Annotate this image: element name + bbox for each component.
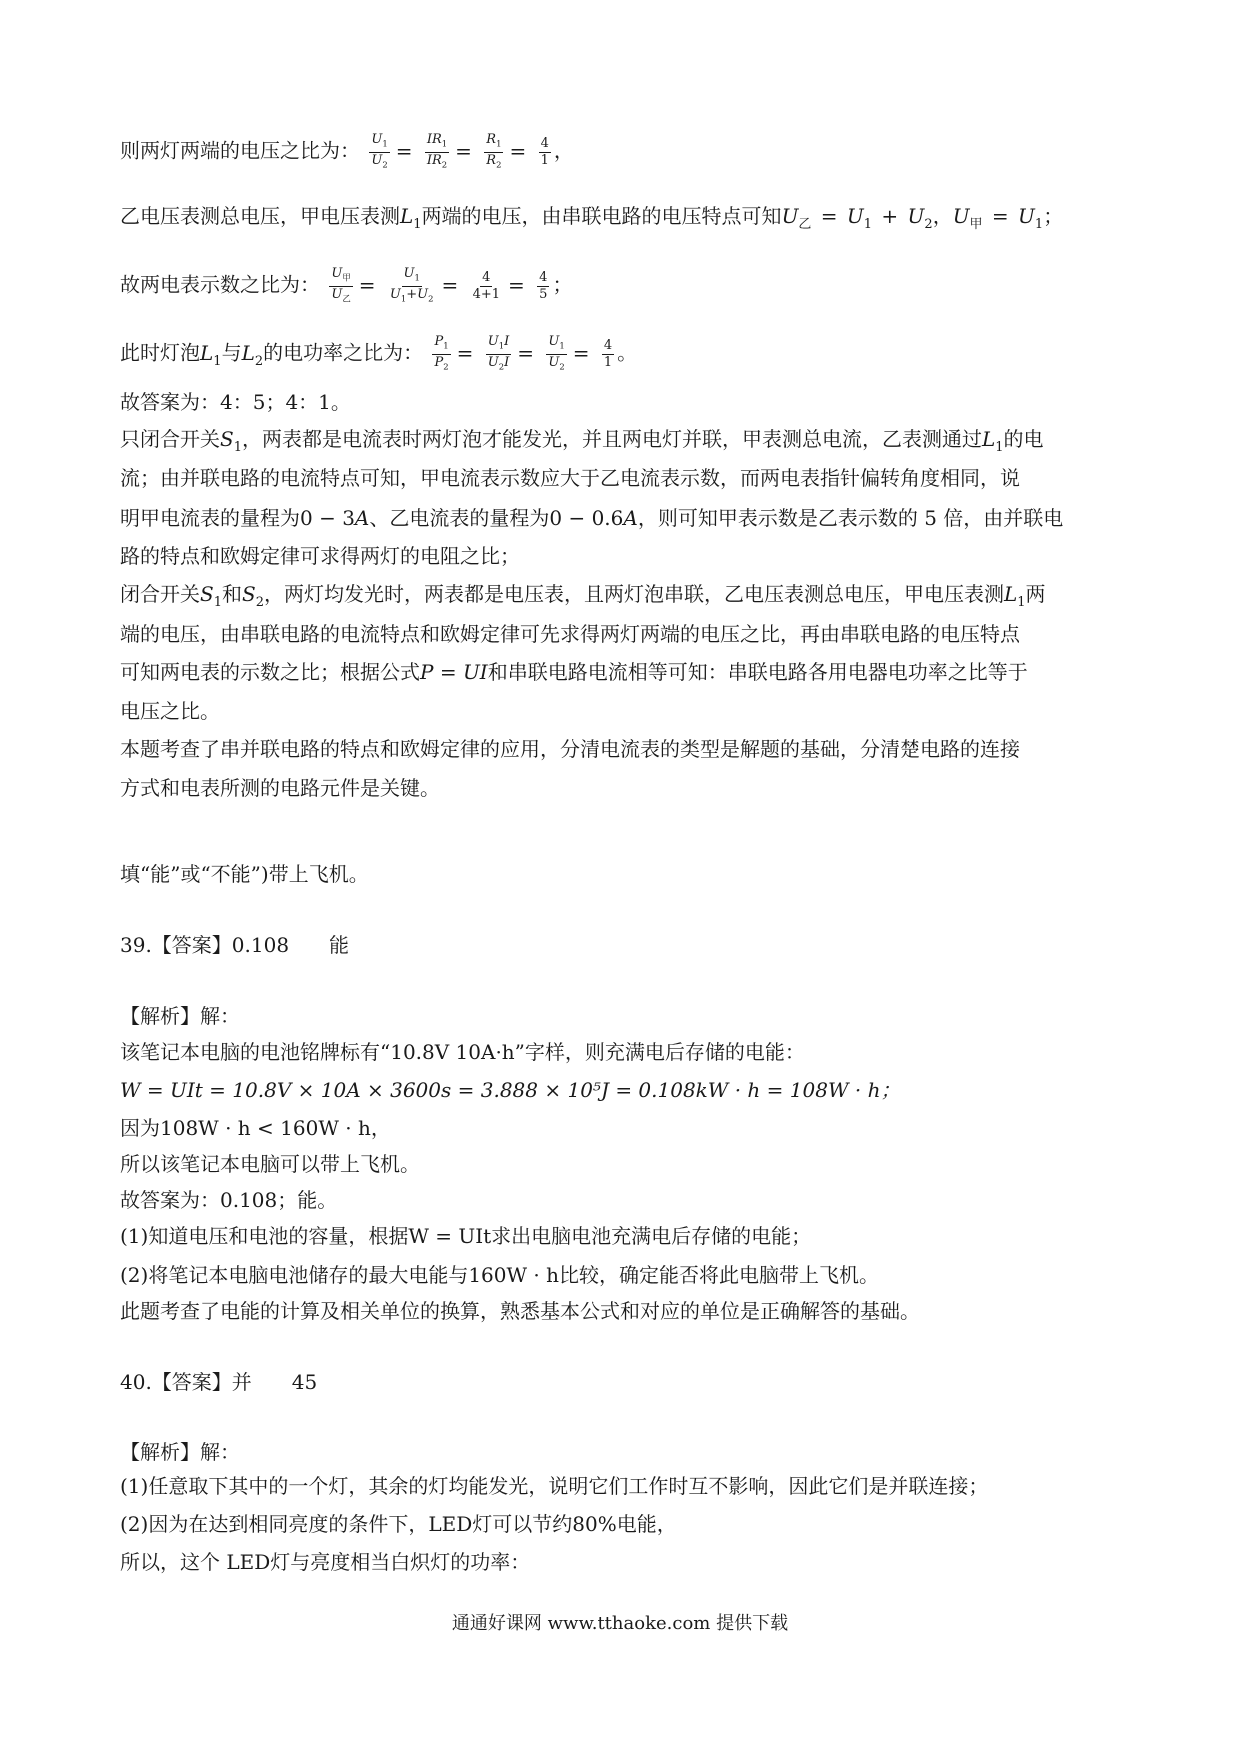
fraction: $\frac{U_1}{U_2}$ [371, 132, 388, 170]
text: 两端的电压，由串联电路的电压特点可知 [421, 204, 782, 228]
text: 两 [1025, 582, 1046, 606]
text: 只闭合开关 [120, 427, 220, 451]
answer-40: 40.【答案】并 45 [120, 1370, 318, 1394]
analysis-39-line7: (2)将笔记本电脑电池储存的最大电能与160W · h比较，确定能否将此电脑带上飞机。 [120, 1263, 880, 1287]
analysis-p2-line2: 端的电压，由串联电路的电流特点和欧姆定律可先求得两灯两端的电压之比，再由串联电路的电压特点 [120, 622, 1020, 646]
fraction: $\frac{R_1}{R_2}$ [486, 132, 502, 170]
question-fragment: 填“能”或“不能”)带上飞机。 [120, 862, 369, 886]
text: 的电功率之比为： [263, 340, 424, 365]
text: ； [552, 272, 573, 297]
analysis-39-heading: 【解析】解： [120, 1004, 240, 1028]
analysis-39-line4: 所以该笔记本电脑可以带上飞机。 [120, 1152, 420, 1176]
text: ； [1043, 204, 1064, 228]
analysis-39-line2: W = UIt = 10.8V × 10A × 3600s = 3.888 × 10⁵J = 0.108kW · h = 108W · h； [120, 1078, 901, 1102]
text: ， [553, 138, 574, 163]
fraction: $\frac{4}{5}$ [539, 269, 548, 302]
analysis-p1-line2: 流；由并联电路的电流特点可知，甲电流表示数应大于乙电流表示数，而两电表指针偏转角度相同，说 [120, 466, 1020, 490]
fraction: $\frac{IR_1}{IR_2}$ [426, 132, 448, 170]
analysis-39-line1: 该笔记本电脑的电池铭牌标有“10.8V 10A·h”字样，则充满电后存储的电能： [120, 1040, 805, 1064]
text: ，两表都是电流表时两灯泡才能发光，并且两电灯并联，甲表测总电流，乙表测通过 [241, 427, 982, 451]
text: 故两电表示数之比为： [120, 272, 320, 297]
fraction: $\frac{P_1}{P_2}$ [434, 334, 449, 372]
fraction: $\frac{U_1}{U_1+U_2}$ [389, 266, 434, 304]
text: 闭合开关 [120, 582, 200, 606]
analysis-39-line8: 此题考查了电能的计算及相关单位的换算，熟悉基本公式和对应的单位是正确解答的基础。 [120, 1299, 920, 1323]
text: 、乙电流表的量程为 [369, 506, 550, 530]
analysis-39-line3: 因为108W · h < 160W · h， [120, 1116, 391, 1140]
analysis-p2-line4: 电压之比。 [120, 699, 220, 723]
power-ratio-line: 此时灯泡$L_1$与$L_2$的电功率之比为： $\frac{P_1}{P_2}$ = $\frac{U_1I}{U_2I}$ = $\frac{U_1}{U_2}$ = $\frac{4}{1}$ 。 [120, 334, 637, 376]
analysis-p1-line3: 明甲电流表的量程为0 − 3A、乙电流表的量程为0 − 0.6A，则可知甲表示数是乙表示数的 5 倍，由并联电 [120, 506, 1064, 530]
text: 可知两电表的示数之比；根据公式 [120, 660, 420, 684]
summary-line2: 方式和电表所测的电路元件是关键。 [120, 776, 440, 800]
analysis-40-line1: (1)任意取下其中的一个灯，其余的灯均能发光，说明它们工作时互不影响，因此它们是并联连接； [120, 1474, 989, 1498]
fraction: $\frac{U_1I}{U_2I}$ [487, 334, 510, 372]
analysis-39-line5: 故答案为：0.108；能。 [120, 1188, 338, 1212]
answer-39: 39.【答案】0.108 能 [120, 933, 350, 957]
analysis-p1-line4: 路的特点和欧姆定律可求得两灯的电阻之比； [120, 544, 520, 568]
fraction: $\frac{4}{1}$ [540, 135, 549, 168]
analysis-40-heading: 【解析】解： [120, 1440, 240, 1464]
text: ，两灯均发光时，两表都是电压表，且两灯泡串联，乙电压表测总电压，甲电压表测 [263, 582, 1004, 606]
text: 。 [617, 340, 638, 365]
voltmeter-line: 乙电压表测总电压，甲电压表测$L_1$两端的电压，由串联电路的电压特点可知$U_乙 = U_1 + U_2$，$U_甲 = U_1$； [120, 204, 1064, 232]
analysis-40-line2: (2)因为在达到相同亮度的条件下，LED灯可以节约80%电能， [120, 1512, 677, 1536]
fraction: $\frac{4}{1}$ [603, 337, 613, 370]
analysis-p2-line1: 闭合开关$S_1$和$S_2$，两灯均发光时，两表都是电压表，且两灯泡串联，乙电压表测总电压，甲电压表测$L_1$两 [120, 582, 1046, 610]
text: 和 [221, 582, 242, 606]
text: 此时灯泡 [120, 340, 200, 365]
fraction: $\frac{4}{4+1}$ [472, 269, 501, 302]
analysis-p1-line1: 只闭合开关$S_1$，两表都是电流表时两灯泡才能发光，并且两电灯并联，甲表测总电流，乙表测通过$L_1$的电 [120, 427, 1044, 455]
text: 乙电压表测总电压，甲电压表测 [120, 204, 400, 228]
text: 和串联电路电流相等可知：串联电路各用电器电功率之比等于 [487, 660, 1028, 684]
text: 与 [221, 340, 242, 365]
fraction: $\frac{U_1}{U_2}$ [548, 334, 565, 372]
fraction: $\frac{U_甲}{U_乙}$ [331, 266, 351, 304]
text: 则两灯两端的电压之比为： [120, 138, 360, 163]
voltage-ratio-line: 则两灯两端的电压之比为： $\frac{U_1}{U_2}$ = $\frac{IR_1}{IR_2}$ = $\frac{R_1}{R_2}$ = $\frac{4}{1}$ ， [120, 132, 574, 172]
answer-line: 故答案为：4：5；4：1。 [120, 390, 351, 414]
summary-line1: 本题考查了串并联电路的特点和欧姆定律的应用，分清电流表的类型是解题的基础，分清楚电路的连接 [120, 737, 1020, 761]
analysis-p2-line3: 可知两电表的示数之比；根据公式P = UI和串联电路电流相等可知：串联电路各用电器电功率之比等于 [120, 660, 1028, 684]
text: 的电 [1003, 427, 1044, 451]
text: ，则可知甲表示数是乙表示数的 5 倍，由并联电 [637, 506, 1064, 530]
analysis-40-line3: 所以，这个 LED灯与亮度相当白炽灯的功率： [120, 1550, 531, 1574]
meter-ratio-line: 故两电表示数之比为： $\frac{U_甲}{U_乙}$ = $\frac{U_1}{U_1+U_2}$ = $\frac{4}{4+1}$ = $\frac{4}{5}$ ； [120, 266, 572, 306]
text: 明甲电流表的量程为 [120, 506, 300, 530]
analysis-39-line6: (1)知道电压和电池的容量，根据W = UIt求出电脑电池充满电后存储的电能； [120, 1224, 812, 1248]
page-footer: 通通好课网 www.tthaoke.com 提供下载 [451, 1613, 789, 1634]
